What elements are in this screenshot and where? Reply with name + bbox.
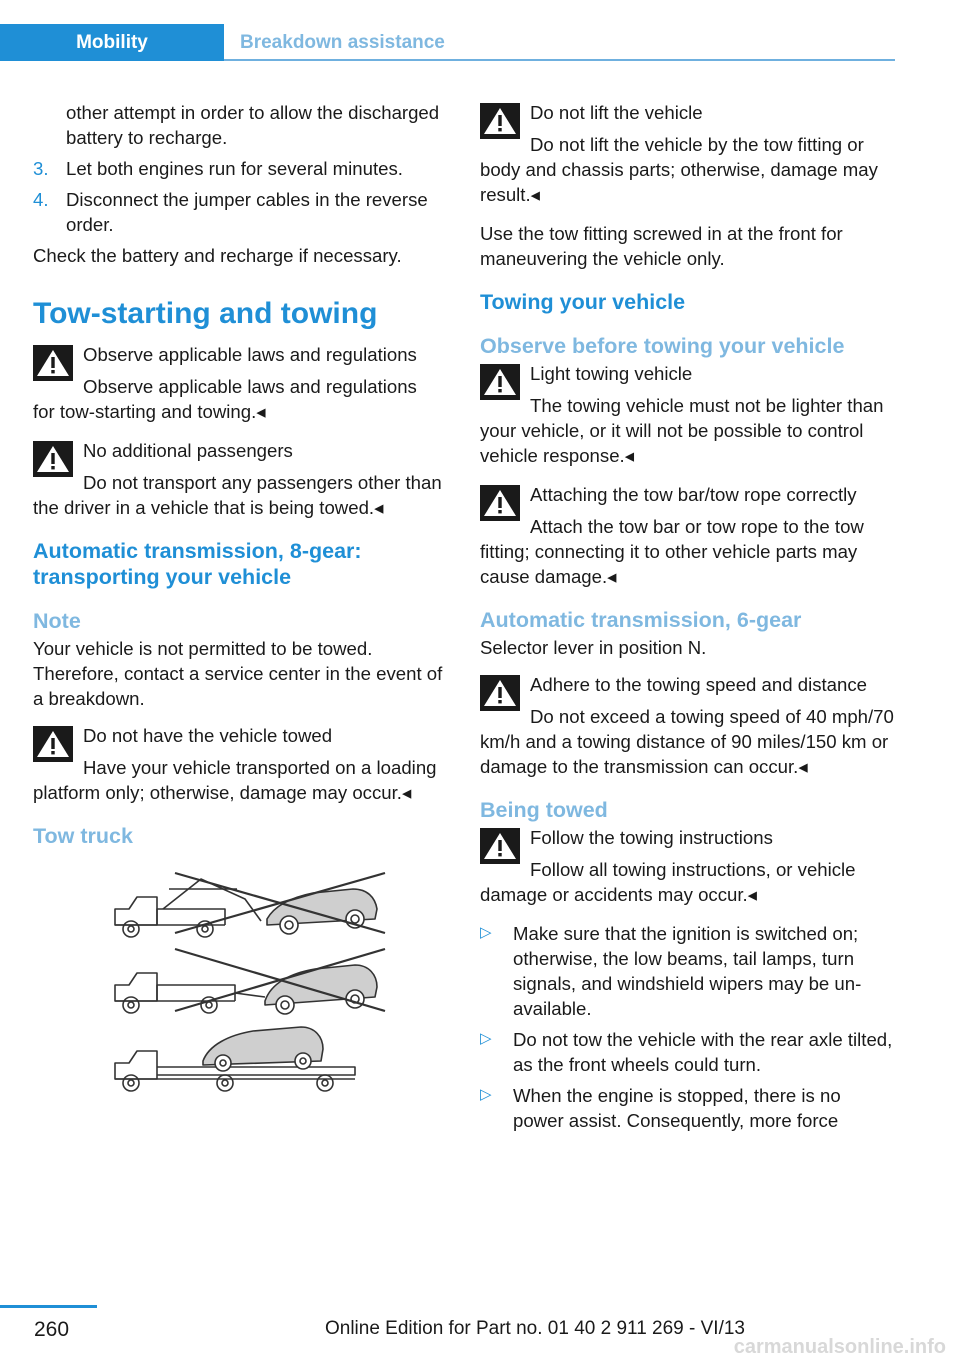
bullet-text: When the engine is stopped, there is no power assist. Consequently, more force [513,1085,841,1131]
step-text: Let both engines run for several minutes. [66,158,403,179]
intro-continued: other attempt in order to allow the discharged battery to recharge. [66,102,440,148]
warning-title: Do not lift the vehicle [530,102,703,123]
bullet-triangle-icon: ▷ [480,1086,492,1103]
warning-body: Do not exceed a towing speed of 40 mph/70 km/h and a towing distance of 90 miles/150 km or damage to the transmission can occur.◂ [480,706,894,777]
warning-body: The towing vehicle must not be lighter than your vehicle, or it will not be possible to control vehicle response.◂ [480,395,884,466]
warning-icon [480,675,520,711]
tow-truck-row-1 [115,873,385,937]
heading-being-towed: Being towed [480,798,608,822]
warning-icon [33,345,73,381]
bullet-text: Do not tow the vehicle with the rear axle tilted, as the front wheels could turn. [513,1029,893,1075]
heading-towing-your-vehicle: Towing your vehicle [480,290,686,314]
left-column [33,100,443,1105]
bullet-text: Make sure that the ignition is switched on; otherwise, the low beams, tail lamps, turn signals, and windshield wipers may be unavailable. [513,923,862,1019]
heading-note: Note [33,609,81,633]
heading-tow-truck: Tow truck [33,824,133,848]
warning-follow-instructions [480,825,895,907]
footer-accent-bar [0,1305,97,1308]
warning-icon [480,103,520,139]
warning-body: Do not lift the vehicle by the tow fitting or body and chassis parts; otherwise, damage may result.◂ [480,134,878,205]
warning-title: Light towing vehicle [530,363,693,384]
step-number: 3. [33,158,49,179]
warning-body: Attach the tow bar or tow rope to the tow fitting; connecting it to other vehicle parts may cause damage.◂ [480,516,864,587]
warning-passengers [33,438,443,520]
warning-title: Attaching the tow bar/tow rope correctly [530,484,857,505]
right-column [480,100,895,1139]
warning-icon [33,726,73,762]
selector-lever-text: Selector lever in position N. [480,637,707,658]
step-number: 4. [33,189,49,210]
warning-title: Adhere to the towing speed and distance [530,674,867,695]
warning-body: Do not transport any passengers other than the driver in a vehicle that is being towed.◂ [33,472,442,518]
bullet-item [480,1083,895,1133]
step-4 [33,187,443,237]
warning-do-not-lift [480,100,895,207]
footer-edition: Online Edition for Part no. 01 40 2 911 269 - VI/13 [324,1318,746,1339]
bullet-item [480,1027,895,1077]
tab-breakdown-assistance[interactable]: Breakdown assistance [240,32,445,53]
warning-not-towed [33,723,443,805]
tow-truck-row-3 [115,1027,355,1091]
check-battery-text: Check the battery and recharge if necessary. [33,245,402,266]
warning-light-towing-vehicle [480,361,895,468]
warning-icon [480,828,520,864]
tow-fitting-text: Use the tow fitting screwed in at the front for maneuvering the vehicle only. [480,223,843,269]
page-number: 260 [34,1318,70,1341]
warning-icon [480,485,520,521]
step-3 [33,156,443,181]
warning-icon [33,441,73,477]
step-text: Disconnect the jumper cables in the reverse order. [66,189,428,235]
page-header [0,24,895,61]
bullet-item [480,921,895,1021]
warning-body: Follow all towing instructions, or vehicle damage or accidents may occur.◂ [480,859,856,905]
warning-body: Observe applicable laws and regulations for tow-starting and towing.◂ [33,376,417,422]
warning-title: No additional passengers [83,440,293,461]
heading-observe-before-towing: Observe before towing your vehicle [480,334,845,358]
warning-towing-speed [480,672,895,779]
bullet-triangle-icon: ▷ [480,924,492,941]
warning-title: Observe applicable laws and regulations [83,344,417,365]
warning-title: Do not have the vehicle towed [83,725,333,746]
heading-tow-starting: Tow-starting and towing [33,297,378,330]
tab-mobility-label: Mobility [76,32,148,53]
tow-truck-illustration [105,869,395,1099]
warning-icon [480,364,520,400]
header-rule [224,59,895,61]
heading-auto-8-gear: Automatic transmission, 8-gear: transporting your vehicle [33,539,362,589]
heading-auto-6-gear: Automatic transmission, 6-gear [480,608,802,632]
bullet-triangle-icon: ▷ [480,1030,492,1047]
warning-attaching-tow-bar [480,482,895,589]
tow-truck-row-2 [115,949,385,1014]
tab-mobility[interactable] [0,24,224,61]
warning-laws [33,342,443,424]
warning-body: Have your vehicle transported on a loading platform only; otherwise, damage may occur.◂ [33,757,437,803]
note-text: Your vehicle is not permitted to be towed. Therefore, contact a service center in the event of a breakdown. [33,638,443,709]
warning-title: Follow the towing instructions [530,827,773,848]
watermark: carmanualsonline.info [733,1336,946,1358]
